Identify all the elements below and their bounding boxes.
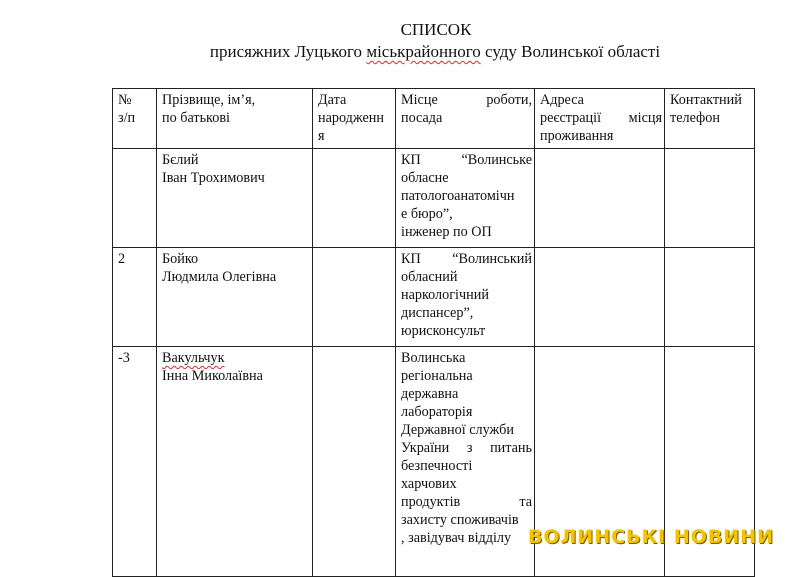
surname: Бєлий bbox=[162, 152, 199, 168]
header-cell-birthdate bbox=[313, 89, 396, 149]
header-birth-line1: Дата bbox=[318, 92, 347, 108]
cell-address bbox=[535, 248, 665, 347]
surname: Бойко bbox=[162, 251, 199, 267]
header-address-line1: Адреса bbox=[540, 92, 584, 108]
header-number-line2: з/п bbox=[118, 110, 136, 126]
cell-number bbox=[113, 149, 157, 248]
row-number: -3 bbox=[118, 350, 130, 366]
subtitle-text-before: присяжних Луцького bbox=[209, 42, 367, 61]
subtitle-text-after: суду Волинської області bbox=[480, 42, 661, 61]
work-line: Державної служби bbox=[401, 422, 514, 438]
work-line: патологоанатомічн bbox=[401, 188, 515, 204]
header-work-line2: посада bbox=[401, 110, 443, 126]
header-address-line3: проживання bbox=[540, 128, 614, 144]
header-cell-workplace bbox=[396, 89, 535, 149]
cell-number bbox=[113, 248, 157, 347]
header-cell-name bbox=[157, 89, 313, 149]
work-line: обласний bbox=[401, 269, 458, 285]
spellcheck-underlined-word: Вакульчук bbox=[162, 350, 225, 366]
header-cell-number bbox=[113, 89, 157, 149]
cell-birthdate bbox=[313, 149, 396, 248]
cell-number bbox=[113, 347, 157, 577]
work-line: юрисконсульт bbox=[401, 323, 486, 339]
work-line: е бюро”, bbox=[401, 206, 453, 222]
header-number-line1: № bbox=[118, 92, 132, 108]
header-contact-line1: Контактний bbox=[670, 92, 742, 108]
work-line: безпечності bbox=[401, 458, 473, 474]
table-row bbox=[113, 248, 755, 347]
given-names: Іван Трохимович bbox=[162, 170, 265, 186]
work-line: регіональна bbox=[401, 368, 473, 384]
jurors-table bbox=[112, 88, 755, 577]
given-names: Людмила Олегівна bbox=[162, 269, 277, 285]
cell-name bbox=[157, 347, 313, 577]
work-line: КП “Волинське bbox=[401, 152, 532, 168]
cell-address bbox=[535, 149, 665, 248]
cell-workplace bbox=[396, 248, 535, 347]
header-contact-line2: телефон bbox=[670, 110, 720, 126]
work-line: , завідувач відділу bbox=[401, 530, 512, 546]
row-number: 2 bbox=[118, 251, 126, 267]
document-subtitle bbox=[0, 42, 791, 62]
cell-contact bbox=[665, 149, 755, 248]
header-cell-contact bbox=[665, 89, 755, 149]
header-cell-address bbox=[535, 89, 665, 149]
header-birth-line2: народженн bbox=[318, 110, 384, 126]
work-line: КП “Волинський bbox=[401, 251, 532, 267]
news-site-watermark: ВОЛИНСЬКІ НОВИНИ bbox=[528, 526, 775, 548]
cell-name bbox=[157, 248, 313, 347]
cell-birthdate bbox=[313, 248, 396, 347]
work-line: харчових bbox=[401, 476, 457, 492]
cell-workplace bbox=[396, 347, 535, 577]
work-line: продуктів та bbox=[401, 494, 532, 510]
work-line: диспансер”, bbox=[401, 305, 474, 321]
work-line: державна bbox=[401, 386, 459, 402]
header-work-line1: Місце роботи, bbox=[401, 92, 532, 108]
work-line: України з питань bbox=[401, 440, 532, 456]
work-line: наркологічний bbox=[401, 287, 489, 303]
cell-workplace bbox=[396, 149, 535, 248]
cell-contact bbox=[665, 248, 755, 347]
cell-birthdate bbox=[313, 347, 396, 577]
work-line: Волинська bbox=[401, 350, 466, 366]
header-birth-line3: я bbox=[318, 128, 325, 144]
table-row bbox=[113, 149, 755, 248]
work-line: інженер по ОП bbox=[401, 224, 492, 240]
work-line: обласне bbox=[401, 170, 449, 186]
work-line: лабораторія bbox=[401, 404, 473, 420]
header-address-line2: реєстрації місця bbox=[540, 110, 662, 126]
surname bbox=[162, 349, 310, 367]
table-header-row bbox=[113, 89, 755, 149]
header-name-line2: по батькові bbox=[162, 110, 230, 126]
cell-name bbox=[157, 149, 313, 248]
header-name-line1: Прізвище, ім’я, bbox=[162, 92, 256, 108]
work-line: захисту споживачів bbox=[401, 512, 519, 528]
spellcheck-underlined-word: міськрайонного bbox=[366, 42, 481, 61]
document-title: СПИСОК bbox=[400, 20, 472, 39]
given-names: Інна Миколаївна bbox=[162, 368, 263, 384]
